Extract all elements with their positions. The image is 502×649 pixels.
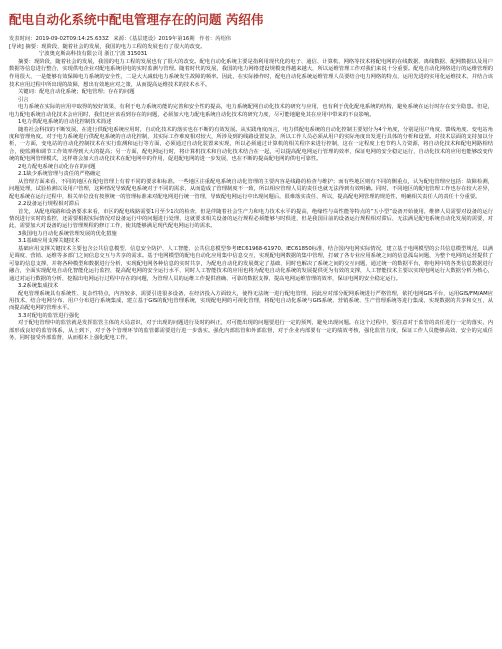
article-body [9,97,493,343]
abstract: 摘要：现阶段，随着社会的发展，我国的电力工程的发展也有了很大的改变。配电自动化系统主要是指利用现代化的电子、通信、计算机、网络等技术将配电网的在线数据、离线数据、配网数据以及用户数据等信息进行整合，实现供电企业对配电系统用电的实时监测与管理。随着时代的发展，我国的电力网络建设规模变得越来越大，所以运维管理工作对我们来说十分重要。配电自动化网络进行的运维管理的作用很大，一是能够有效保障电力系统的安全性，二是大大减低电力系统发生故障的频率。因此，在实际操作时，配电自动化系统运维管理人员要结合电力网络的特点，运用先进的实用化运维技术，并结合该技术应用过程中所出现的故障，想出有效地应对之策，从而提高运维技术的技术水平。 [9,58,493,88]
paragraph: 首先，从配电线路和设备要求来看，市区的配电线路需要1月至少1次的检查，但是伴随着社会生产力和电力技术水平的提高，绝缘性与高性能等特点的“五小型”设备开始使用，维修人员需要对设备的运行情况进行实时的监控，还需要根据实际情况对设备运行中的问题进行处理，这就要求相关设备的运行规程必须能够与时俱进，但是我国目前的设备运行规程相对滞后，无法满足配电系统自动化发展的需要，对此，需要加大对设备的运行管理规程的修订工作，使其能够满足现代配电网运行的需求。 [9,208,493,230]
paragraph: 配电管理系统具有系统性、复杂性特点，内容较多，需要引进很多设备，在经济投入方面较大，使得无法统一进行配电管理，因此应对部分配网系统进行严格管理，依托电网GIS平台，运用GIS/FM/AM应用技术，结合电网分布、用户分布进行系统集成，建立基于GIS的配电管理系统，实现配电网的可视化管理，将配电自动化系统与GIS系统、营销系统、生产管理系统等进行集成，实现数据的共享和交互，从而提高配电网的管理水平。 [9,290,493,312]
author-unit: 宁波奥克斯高科技有限公司 浙江宁波 315031 [39,51,148,58]
subsection-heading: 3.3对配电的监管进行强化 [18,312,80,319]
author-label: 作者： [199,36,216,42]
section-heading: 2电力配电系统自动化存在的问题 [18,163,96,170]
paragraph: 对于配电管理中的监管就是发挥监管主体的大局意识，对于出现的问题进行及时的纠正，对可能出现的问题要进行一定的预判，避免出现问题。在这个过程中，要注意对于监管的责任进行一定的落实，内部形成良好的监管体系，从上到下，对于各个管理环节的监管都需要进行进一步落实。强化内部监管和外部监督，对于企业内部要有一定的绩效考核，强化监管力度，保证工作人员能够高效、安全的完成任务，同时接受外部监督，从而根本上强化配电工作。 [9,320,493,342]
subsection-heading: 2.1缺少系统管理与责任的严格确定 [18,171,101,178]
section-heading: 3我国电力自动化系统管理发展的优化措施 [18,230,117,237]
guide-text: [导读] 摘要：现阶段，随着社会的发展，我国的电力工程的发展也有了很大的改变。 [9,43,206,50]
author-name: 芮绍伟 [215,36,232,42]
paragraph: 基础应用支撑关键技术主要包含公共信息模型、信息安全防护、人工智能、公共信息模型参考IEC61968-61970、IEC61850标准，结合国内电网实际情况，建立基于电网模型的公共信息模型规范，以满足调度、营销、运维等多部门之间信息交互与共享的需求。基于电网模型的配电自动化应用集中信息交互，实现配电网数据的集中管理，打破了各专业应用系统之间的信息孤岛问题，为整个电网的运营提供了可靠的信息支撑，并将各种模型和数据进行分析，实现配电网各种信息的实时共享，为配电自动化的发展奠定了基础，同时也解决了系统之间的交互问题，通过统一的数据平台，将电网中的各类信息数据进行融合，全面实现配电自动化智能化运行监控，提高配电网的安全运行水平，同时人工智能技术的应用也将为配电自动化系统的发展提供更为有效的支撑，人工智能技术主要以实现电网运行大数据分析为核心，通过对运行数据的分析，挖掘出电网运行过程中存在的问题，为管理人员的运维工作提供准确、可靠的数据支撑，提高电网运维管理的效率，保证电网的安全稳定运行。 [9,245,493,282]
section-heading: 1电力供配电系统的自动化控制技术简述 [18,119,112,126]
paragraph: 随着社会科技的不断发展，在进行供配电系统应用时，自动化技术的落实也在不断的有效发展。从实践角度而言，电力供配电系统的自动化控制主要划分为4个角度，分别是用户角度、馈线角度、变电站角度和管理角度。对于电力系统进行供配电系统的自动化控制，其实际工作难度相对较大，所涉及到的线路设置复杂，所以工作人员必须从用户的实际角度出发进行具体的分析和设置。对技术层面的支持加以分析，一方面，变电站的自动化控制技术在实行监测和运行等方面，必须通过自动化装置来实现，所以必须通过计算机的相关程序来进行控制，这在一定程度上也节约人力资源，将自动化技术和配电网路相结合，使监测和调节工作效率得到大大的提高；另一方面，配电网运行时，将计算机技术和自动化技术结合在一起，可以提高配电网运行管理的效率，保证电网的安全稳定运行，自动化技术的应用也能够改变传统的配电网管理模式，这样将会加大自动化技术在配电网中的作用，促进配电网的进一步发展，也在不断的提高配电网的供电可靠性。 [9,126,493,163]
subsection-heading: 3.1基础应用支撑关键技术 [18,238,80,245]
publish-date: 发表时间：2019-09-02T09:14:25.633Z [9,36,109,42]
subsection-heading: 3.2系统集成技术 [18,283,59,290]
source: 来源：《基层建设》2019年第16期 [113,36,195,42]
article-meta [9,36,493,44]
paragraph: 电力系统在实际的应用中取得的较好效果，有利于电力系统功能的完善和安全性的提高，电力系统配网自动化技术的研究与应用，也有利于优化配电系统的结构，避免系统在运行时存在安全隐患。但是，电力配电系统自动化技术会应用时，我们还应该看到存在的问题，必须加大电力配电系统自动化技术的研究力度，尽可能地避免其在应用中带来的不良影响。 [9,104,493,118]
article-title: 配电自动化系统中配电管理存在的问题 芮绍伟 [9,12,264,27]
paragraph: 从管理方面来看，不同的地区在配电管理上有着不同的要求和标准。一些地区注重配电系统自动化管理的主要内容是线路的检查与维护；而有些地区则有不同的侧重点，认为配电管理应包括：故障检测，问题处理，试验检测以及用户管理，这种情况导致配电系统对于不同的需求，从而造成了管理制度不一致，所以相应管理人员的责任也就无法得到有效明确。同时，不同地区的配电管理工作也存在较大差异，配电系统在运行过程中，相关单位没有按照统一的管理标准来对配电网进行统一管理，导致配电网运行中出现问题后，很难落实责任，所以，提高配电网管理的规范性，明确相关责任人的责任十分重要。 [9,178,493,200]
paragraph: 引言 [18,96,29,103]
keywords: 关键词：配电自动化系统；配电管理；存在的问题 [18,89,135,96]
subsection-heading: 2.2设备运行规程相对滞后 [18,201,80,208]
